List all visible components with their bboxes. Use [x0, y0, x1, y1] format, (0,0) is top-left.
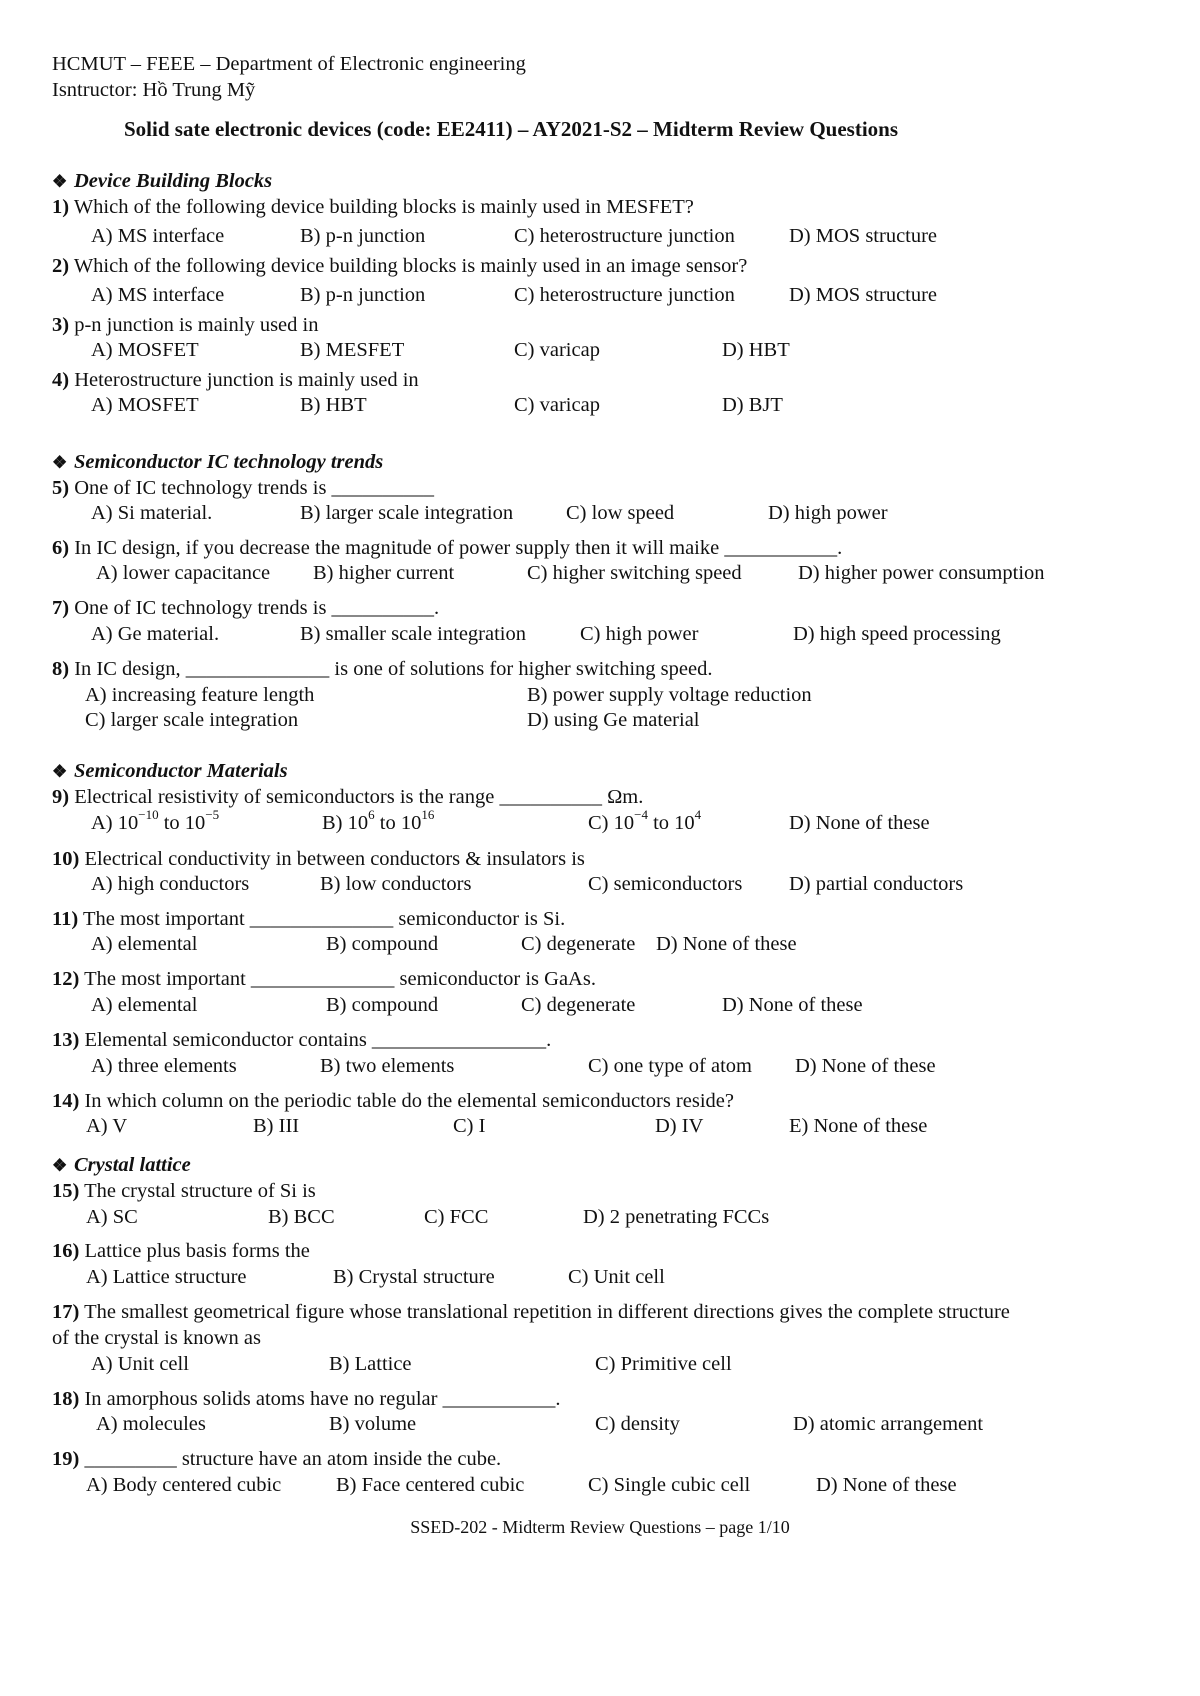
answer-options: [0, 1203, 1200, 1231]
question-text: [52, 1385, 560, 1413]
question-text: [52, 655, 713, 683]
option-a: A) MS interface: [91, 284, 225, 306]
option-d: D) BJT: [722, 394, 783, 416]
header-institution: HCMUT – FEEE – Department of Electronic engineering: [52, 53, 526, 75]
option-a: A) lower capacitance: [96, 562, 271, 584]
question-text: [52, 193, 694, 221]
question-number: 9): [52, 786, 70, 808]
section-title: Semiconductor IC technology trends: [74, 451, 384, 473]
option-d: D) using Ge material: [527, 709, 700, 731]
option-c: C) density: [595, 1413, 680, 1435]
option-d: D) None of these: [722, 994, 863, 1016]
section-heading: [52, 1151, 191, 1179]
question-text: [52, 905, 565, 933]
option-d: D) MOS structure: [789, 284, 938, 306]
answer-options: [0, 1052, 1200, 1080]
question-stem: Electrical resistivity of semiconductors is the range __________ Ωm.: [69, 786, 644, 808]
question-text: [52, 366, 419, 394]
option-a: A) Lattice structure: [86, 1266, 247, 1288]
option-b: B) power supply voltage reduction: [527, 684, 812, 706]
option-b: B) III: [253, 1115, 300, 1137]
option-a: A) Body centered cubic: [86, 1474, 282, 1496]
answer-options: [0, 620, 1200, 648]
question-stem: _________ structure have an atom inside the cube.: [79, 1448, 502, 1470]
option-a: A) high conductors: [91, 873, 250, 895]
question-number: 12): [52, 968, 80, 990]
option-a: A) increasing feature length: [85, 684, 315, 706]
option-b: B) Lattice: [329, 1353, 412, 1375]
option-b: B) BCC: [268, 1206, 335, 1228]
question-text: [52, 845, 585, 873]
answer-options: [0, 1263, 1200, 1291]
answer-options: [0, 991, 1200, 1019]
question-text: [52, 1445, 501, 1473]
option-b: B) volume: [329, 1413, 417, 1435]
answer-options: [0, 1410, 1200, 1438]
option-d: D) 2 penetrating FCCs: [583, 1206, 770, 1228]
question-stem: In IC design, if you decrease the magnitude of power supply then it will maike ___________.: [69, 537, 843, 559]
question-text: [52, 965, 596, 993]
answer-options: [0, 1350, 1200, 1378]
option-c: C) semiconductors: [588, 873, 743, 895]
option-b: B) smaller scale integration: [300, 623, 526, 645]
option-d: D) high speed processing: [793, 623, 1001, 645]
section-title: Semiconductor Materials: [74, 760, 288, 782]
question-stem: One of IC technology trends is __________.: [69, 597, 440, 619]
option-d: D) HBT: [722, 339, 790, 361]
option-a: A) elemental: [91, 994, 198, 1016]
question-text: [52, 1026, 551, 1054]
question-number: 13): [52, 1029, 80, 1051]
option-b: B) p-n junction: [300, 284, 426, 306]
option-d: D) higher power consumption: [798, 562, 1045, 584]
question-number: 17): [52, 1301, 80, 1323]
question-number: 1): [52, 196, 70, 218]
question-text: [52, 534, 842, 562]
option-a: A) MOSFET: [91, 394, 199, 416]
answer-options: [0, 706, 1200, 734]
option-d: D) partial conductors: [789, 873, 964, 895]
option-b: B) p-n junction: [300, 225, 426, 247]
option-e: E) None of these: [789, 1115, 928, 1137]
section-title: Device Building Blocks: [74, 170, 273, 192]
question-number: 7): [52, 597, 70, 619]
option-c: C) Unit cell: [568, 1266, 665, 1288]
answer-options: [0, 559, 1200, 587]
option-a: A) Si material.: [91, 502, 213, 524]
section-heading: [52, 757, 288, 785]
option-a: A) three elements: [91, 1055, 237, 1077]
question-number: 5): [52, 477, 70, 499]
question-number: 2): [52, 255, 70, 277]
question-text: [52, 1177, 316, 1205]
option-b: B) compound: [326, 933, 439, 955]
option-d: D) atomic arrangement: [793, 1413, 984, 1435]
option-c: C) Single cubic cell: [588, 1474, 751, 1496]
question-number: 18): [52, 1388, 80, 1410]
option-d: D) None of these: [795, 1055, 936, 1077]
question-stem: The most important ______________ semiconductor is Si.: [78, 908, 566, 930]
option-d: D) high power: [768, 502, 888, 524]
question-number: 3): [52, 314, 70, 336]
option-b: B) higher current: [313, 562, 455, 584]
question-text: [52, 1087, 734, 1115]
diamond-bullet-icon: ❖: [52, 453, 68, 472]
option-c: C) $10^{-4}$ to $10^4$: [588, 807, 702, 834]
answer-options: [0, 809, 1200, 837]
question-number: 4): [52, 369, 70, 391]
option-b: B) compound: [326, 994, 439, 1016]
question-text: [52, 252, 747, 280]
option-b: B) $10^6$ to $10^{16}$: [322, 807, 435, 834]
option-a: A) MS interface: [91, 225, 225, 247]
option-a: A) SC: [86, 1206, 138, 1228]
option-c: C) larger scale integration: [85, 709, 299, 731]
option-b: B) larger scale integration: [300, 502, 514, 524]
option-c: C) varicap: [514, 394, 600, 416]
question-stem: Electrical conductivity in between conductors & insulators is: [79, 848, 585, 870]
question-number: 15): [52, 1180, 80, 1202]
option-c: C) higher switching speed: [527, 562, 742, 584]
question-stem: Heterostructure junction is mainly used in: [69, 369, 419, 391]
section-heading: [52, 167, 272, 195]
question-stem: Which of the following device building blocks is mainly used in MESFET?: [69, 196, 694, 218]
option-d: D) MOS structure: [789, 225, 938, 247]
question-stem: In which column on the periodic table do the elemental semiconductors reside?: [79, 1090, 734, 1112]
question-stem: p-n junction is mainly used in: [69, 314, 319, 336]
option-b: B) Face centered cubic: [336, 1474, 525, 1496]
question-text: [52, 1298, 1010, 1326]
option-a: A) molecules: [96, 1413, 206, 1435]
option-a: A) $10^{-10}$ to $10^{-5}$: [91, 807, 220, 834]
option-c: C) FCC: [424, 1206, 489, 1228]
diamond-bullet-icon: ❖: [52, 762, 68, 781]
question-stem: The smallest geometrical figure whose translational repetition in different directions gives the complete structure: [79, 1301, 1010, 1323]
option-a: A) Unit cell: [91, 1353, 189, 1375]
diamond-bullet-icon: ❖: [52, 172, 68, 191]
diamond-bullet-icon: ❖: [52, 1156, 68, 1175]
question-stem: One of IC technology trends is __________: [69, 477, 435, 499]
option-c: C) low speed: [566, 502, 675, 524]
option-c: C) degenerate: [521, 933, 636, 955]
answer-options: [0, 391, 1200, 419]
option-d: D) None of these: [816, 1474, 957, 1496]
question-stem: In IC design, ______________ is one of solutions for higher switching speed.: [69, 658, 713, 680]
option-a: A) Ge material.: [91, 623, 220, 645]
question-text: [52, 311, 318, 339]
answer-options: [0, 681, 1200, 709]
answer-options: [0, 930, 1200, 958]
question-stem: In amorphous solids atoms have no regular ___________.: [79, 1388, 561, 1410]
option-b: B) HBT: [300, 394, 367, 416]
option-c: C) one type of atom: [588, 1055, 752, 1077]
answer-options: [0, 281, 1200, 309]
option-b: B) low conductors: [320, 873, 472, 895]
question-text: [52, 1237, 310, 1265]
option-c: C) heterostructure junction: [514, 284, 735, 306]
question-stem: The crystal structure of Si is: [79, 1180, 316, 1202]
option-b: B) two elements: [320, 1055, 455, 1077]
document-title: Solid sate electronic devices (code: EE2411) – AY2021-S2 – Midterm Review Questions: [124, 117, 899, 141]
question-stem: Elemental semiconductor contains _________________.: [79, 1029, 552, 1051]
option-d: D) None of these: [789, 812, 930, 834]
question-number: 6): [52, 537, 70, 559]
question-stem: Which of the following device building blocks is mainly used in an image sensor?: [69, 255, 748, 277]
answer-options: [0, 499, 1200, 527]
section-title: Crystal lattice: [74, 1154, 191, 1176]
question-stem: The most important ______________ semiconductor is GaAs.: [79, 968, 596, 990]
option-a: A) V: [86, 1115, 128, 1137]
question-number: 11): [52, 908, 79, 930]
question-stem: Lattice plus basis forms the: [79, 1240, 310, 1262]
answer-options: [0, 870, 1200, 898]
option-c: C) high power: [580, 623, 699, 645]
option-a: A) MOSFET: [91, 339, 199, 361]
section-heading: [52, 448, 383, 476]
answer-options: [0, 1112, 1200, 1140]
option-d: D) None of these: [656, 933, 797, 955]
question-number: 10): [52, 848, 80, 870]
option-c: C) varicap: [514, 339, 600, 361]
question-text-continued: of the crystal is known as: [52, 1327, 261, 1349]
option-b: B) MESFET: [300, 339, 405, 361]
page-footer: SSED-202 - Midterm Review Questions – page 1/10: [410, 1517, 790, 1537]
question-text: [52, 594, 439, 622]
question-number: 14): [52, 1090, 80, 1112]
option-a: A) elemental: [91, 933, 198, 955]
question-number: 19): [52, 1448, 80, 1470]
option-c: C) degenerate: [521, 994, 636, 1016]
question-text: [52, 474, 434, 502]
question-number: 8): [52, 658, 70, 680]
option-c: C) I: [453, 1115, 486, 1137]
header-instructor: Isntructor: Hồ Trung Mỹ: [52, 79, 256, 101]
question-number: 16): [52, 1240, 80, 1262]
answer-options: [0, 336, 1200, 364]
option-c: C) heterostructure junction: [514, 225, 735, 247]
option-c: C) Primitive cell: [595, 1353, 732, 1375]
option-d: D) IV: [655, 1115, 704, 1137]
answer-options: [0, 222, 1200, 250]
answer-options: [0, 1471, 1200, 1499]
option-b: B) Crystal structure: [333, 1266, 495, 1288]
